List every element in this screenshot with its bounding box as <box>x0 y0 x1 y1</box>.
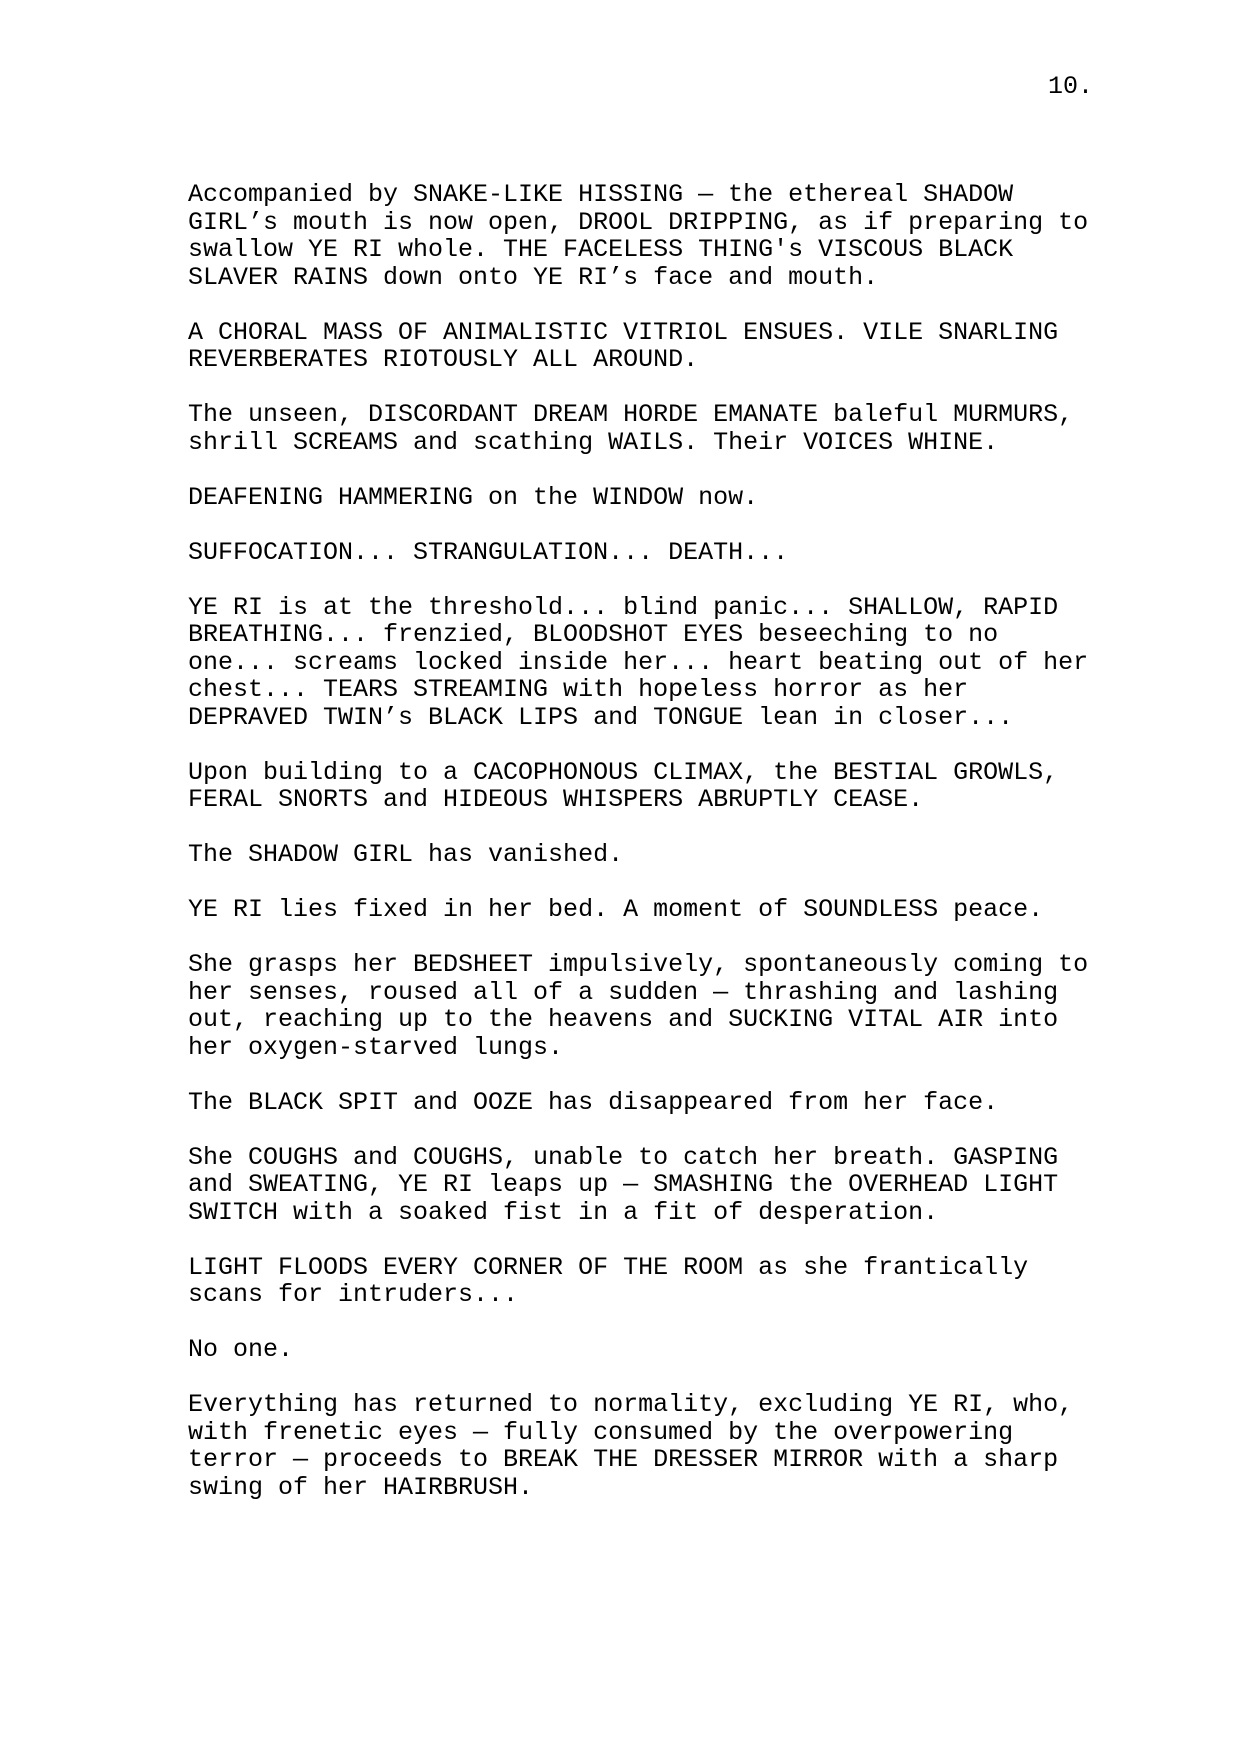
action-paragraph-6: YE RI is at the threshold... blind panic... SHALLOW, RAPID BREATHING... frenzied, BLOODSHOT EYES beseeching to no one... screams locked inside her... heart beating out of her chest... TEARS STREAMING with hopeless horror as her DEPRAVED TWIN’s BLACK LIPS and TONGUE lean in closer... <box>188 592 1089 732</box>
action-paragraph-11: The BLACK SPIT and OOZE has disappeared from her face. <box>188 1087 999 1117</box>
action-paragraph-1: Accompanied by SNAKE-LIKE HISSING — the ethereal SHADOW GIRL’s mouth is now open, DROOL DRIPPING, as if preparing to swallow YE RI whole. THE FACELESS THING's VISCOUS BLACK SLAVER RAINS down onto YE RI’s face and mouth. <box>188 180 1089 292</box>
action-paragraph-7: Upon building to a CACOPHONOUS CLIMAX, the BESTIAL GROWLS, FERAL SNORTS and HIDEOUS WHISPERS ABRUPTLY CEASE. <box>188 757 1059 814</box>
page-number: 10. <box>1048 72 1094 101</box>
action-paragraph-8: The SHADOW GIRL has vanished. <box>188 840 624 869</box>
action-paragraph-12: She COUGHS and COUGHS, unable to catch her breath. GASPING and SWEATING, YE RI leaps up — SMASHING the OVERHEAD LIGHT SWITCH with a soaked fist in a fit of desperation. <box>188 1142 1059 1227</box>
script-body <box>188 181 1108 1529</box>
action-paragraph-4: DEAFENING HAMMERING on the WINDOW now. <box>188 482 759 512</box>
action-paragraph-13: LIGHT FLOODS EVERY CORNER OF THE ROOM as she frantically scans for intruders... <box>188 1252 1029 1309</box>
action-paragraph-15: Everything has returned to normality, excluding YE RI, who, with frenetic eyes — fully consumed by the overpowering terror — proceeds to BREAK THE DRESSER MIRROR with a sharp swing of her HAIRBRUSH. <box>188 1390 1074 1502</box>
action-paragraph-3: The unseen, DISCORDANT DREAM HORDE EMANATE baleful MURMURS, shrill SCREAMS and scathing WAILS. Their VOICES WHINE. <box>188 400 1074 457</box>
action-paragraph-14: No one. <box>188 1335 294 1364</box>
action-paragraph-10: She grasps her BEDSHEET impulsively, spontaneously coming to her senses, roused all of a sudden — thrashing and lashing out, reaching up to the heavens and SUCKING VITAL AIR into her oxygen-starved lungs. <box>188 950 1089 1062</box>
action-paragraph-5: SUFFOCATION... STRANGULATION... DEATH... <box>188 537 789 567</box>
action-paragraph-2: A CHORAL MASS OF ANIMALISTIC VITRIOL ENSUES. VILE SNARLING REVERBERATES RIOTOUSLY ALL AROUND. <box>188 317 1059 374</box>
action-paragraph-9: YE RI lies fixed in her bed. A moment of SOUNDLESS peace. <box>188 895 1044 924</box>
